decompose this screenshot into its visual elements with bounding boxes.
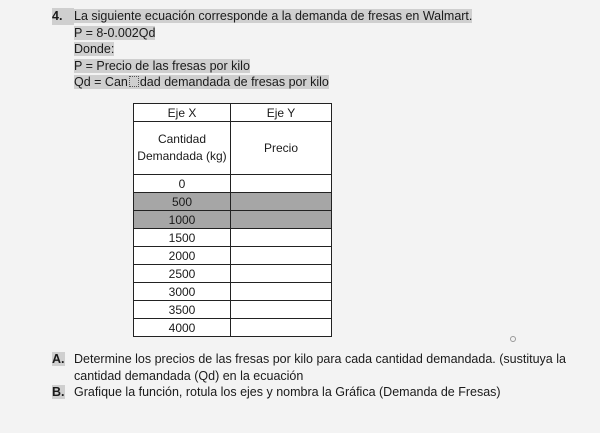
equation-line (52, 25, 472, 42)
p-definition: P = Precio de las fresas por kilo (74, 58, 250, 73)
qd-cell: 0 (134, 175, 231, 193)
subheader-cantidad (134, 122, 231, 175)
price-cell[interactable] (231, 319, 332, 337)
qd-cell: 2000 (134, 247, 231, 265)
header-eje-y: Eje Y (231, 104, 332, 122)
price-cell[interactable] (231, 247, 332, 265)
demand-table (133, 103, 332, 337)
question-4-title-line (52, 8, 472, 25)
table-row (134, 193, 332, 211)
qd-definition-start: Qd = Can (74, 75, 128, 89)
question-b-text: Grafique la función, rotula los ejes y nombra la Gráfica (Demanda de Fresas) (74, 385, 501, 399)
qd-definition-end: dad demandada de fresas por kilo (139, 75, 329, 89)
qd-cell: 1000 (134, 211, 231, 229)
question-b (52, 384, 592, 401)
subheader-cantidad-line2: Demandada (kg) (137, 149, 227, 163)
price-cell[interactable] (231, 283, 332, 301)
price-cell[interactable] (231, 211, 332, 229)
subheader-precio: Precio (231, 122, 332, 175)
question-a-letter-text: A. (52, 352, 65, 366)
qd-cell: 1500 (134, 229, 231, 247)
table-row (134, 247, 332, 265)
table-header-row (134, 104, 332, 122)
table-row (134, 175, 332, 193)
p-definition-line (52, 58, 472, 75)
circle-marker-icon (510, 336, 516, 342)
table-subheader-row (134, 122, 332, 175)
question-a (52, 351, 592, 384)
price-cell[interactable] (231, 301, 332, 319)
sub-questions (52, 351, 592, 401)
question-4 (52, 8, 472, 91)
donde-label: Donde: (74, 42, 115, 56)
table-row (134, 265, 332, 283)
price-cell[interactable] (231, 175, 332, 193)
qd-cell: 3000 (134, 283, 231, 301)
equation: P = 8-0.002Qd (74, 25, 156, 40)
question-number: 4. (52, 8, 74, 25)
qd-definition-line (52, 74, 472, 91)
qd-cell: 3500 (134, 301, 231, 319)
question-b-letter-text: B. (52, 385, 65, 399)
subheader-cantidad-line1: Cantidad (157, 132, 207, 146)
table-row (134, 211, 332, 229)
question-title: La siguiente ecuación corresponde a la demanda de fresas en Walmart. (74, 9, 473, 23)
question-a-text: Determine los precios de las fresas por kilo para cada cantidad demandada. (sustituya la cantidad demandada (Qd) en la ecuación (74, 352, 566, 383)
header-eje-x: Eje X (134, 104, 231, 122)
price-cell[interactable] (231, 229, 332, 247)
table-row (134, 301, 332, 319)
qd-cell: 2500 (134, 265, 231, 283)
qd-cell: 500 (134, 193, 231, 211)
table-row (134, 229, 332, 247)
price-cell[interactable] (231, 265, 332, 283)
table-row (134, 319, 332, 337)
donde-line (52, 41, 472, 58)
question-a-letter (52, 351, 74, 384)
table-row (134, 283, 332, 301)
price-cell[interactable] (231, 193, 332, 211)
qd-cell: 4000 (134, 319, 231, 337)
question-b-letter (52, 384, 74, 401)
text-cursor-icon (129, 76, 139, 87)
